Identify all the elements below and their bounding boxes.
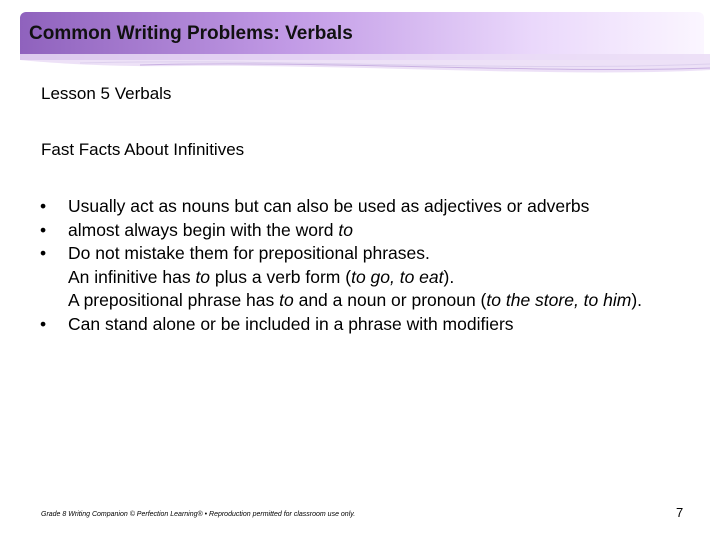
bullet-text: almost always begin with the word [68, 219, 339, 240]
emphasis-text: to go, to eat [351, 266, 444, 287]
bullet-text: Do not mistake them for prepositional phrases. [68, 243, 430, 263]
list-item [40, 219, 660, 243]
lesson-label: Lesson 5 Verbals [41, 84, 172, 103]
bullet-icon: • [40, 243, 47, 263]
bullet-icon: • [40, 219, 47, 240]
bullet-text: ). [631, 290, 643, 310]
emphasis-text: to the store, to him [486, 290, 632, 310]
list-item [40, 242, 660, 313]
slide-title: Common Writing Problems: Verbals [29, 23, 353, 44]
bullet-text: Usually act as nouns but can also be used as adjectives or adverbs [68, 196, 590, 216]
bullet-text: An infinitive has [68, 266, 196, 287]
emphasis-text: to [195, 266, 211, 287]
list-item [40, 313, 660, 337]
bullet-list [40, 195, 660, 336]
copyright-footer: Grade 8 Writing Companion © Perfection Learning® • Reproduction permitted for classroom use only. [41, 511, 356, 518]
bullet-icon: • [40, 196, 47, 216]
page-number: 7 [676, 505, 684, 520]
section-heading: Fast Facts About Infinitives [41, 140, 245, 159]
bullet-text: and a noun or pronoun ( [293, 290, 487, 310]
bullet-icon: • [40, 313, 47, 334]
bullet-text: ). [443, 266, 455, 287]
decorative-swoosh [20, 52, 710, 82]
bullet-text: plus a verb form ( [210, 266, 352, 287]
emphasis-text: to [279, 290, 294, 310]
emphasis-text: to [338, 219, 354, 240]
bullet-text: Can stand alone or be included in a phrase with modifiers [68, 313, 514, 334]
list-item [40, 195, 660, 219]
bullet-text: A prepositional phrase has [68, 290, 280, 310]
